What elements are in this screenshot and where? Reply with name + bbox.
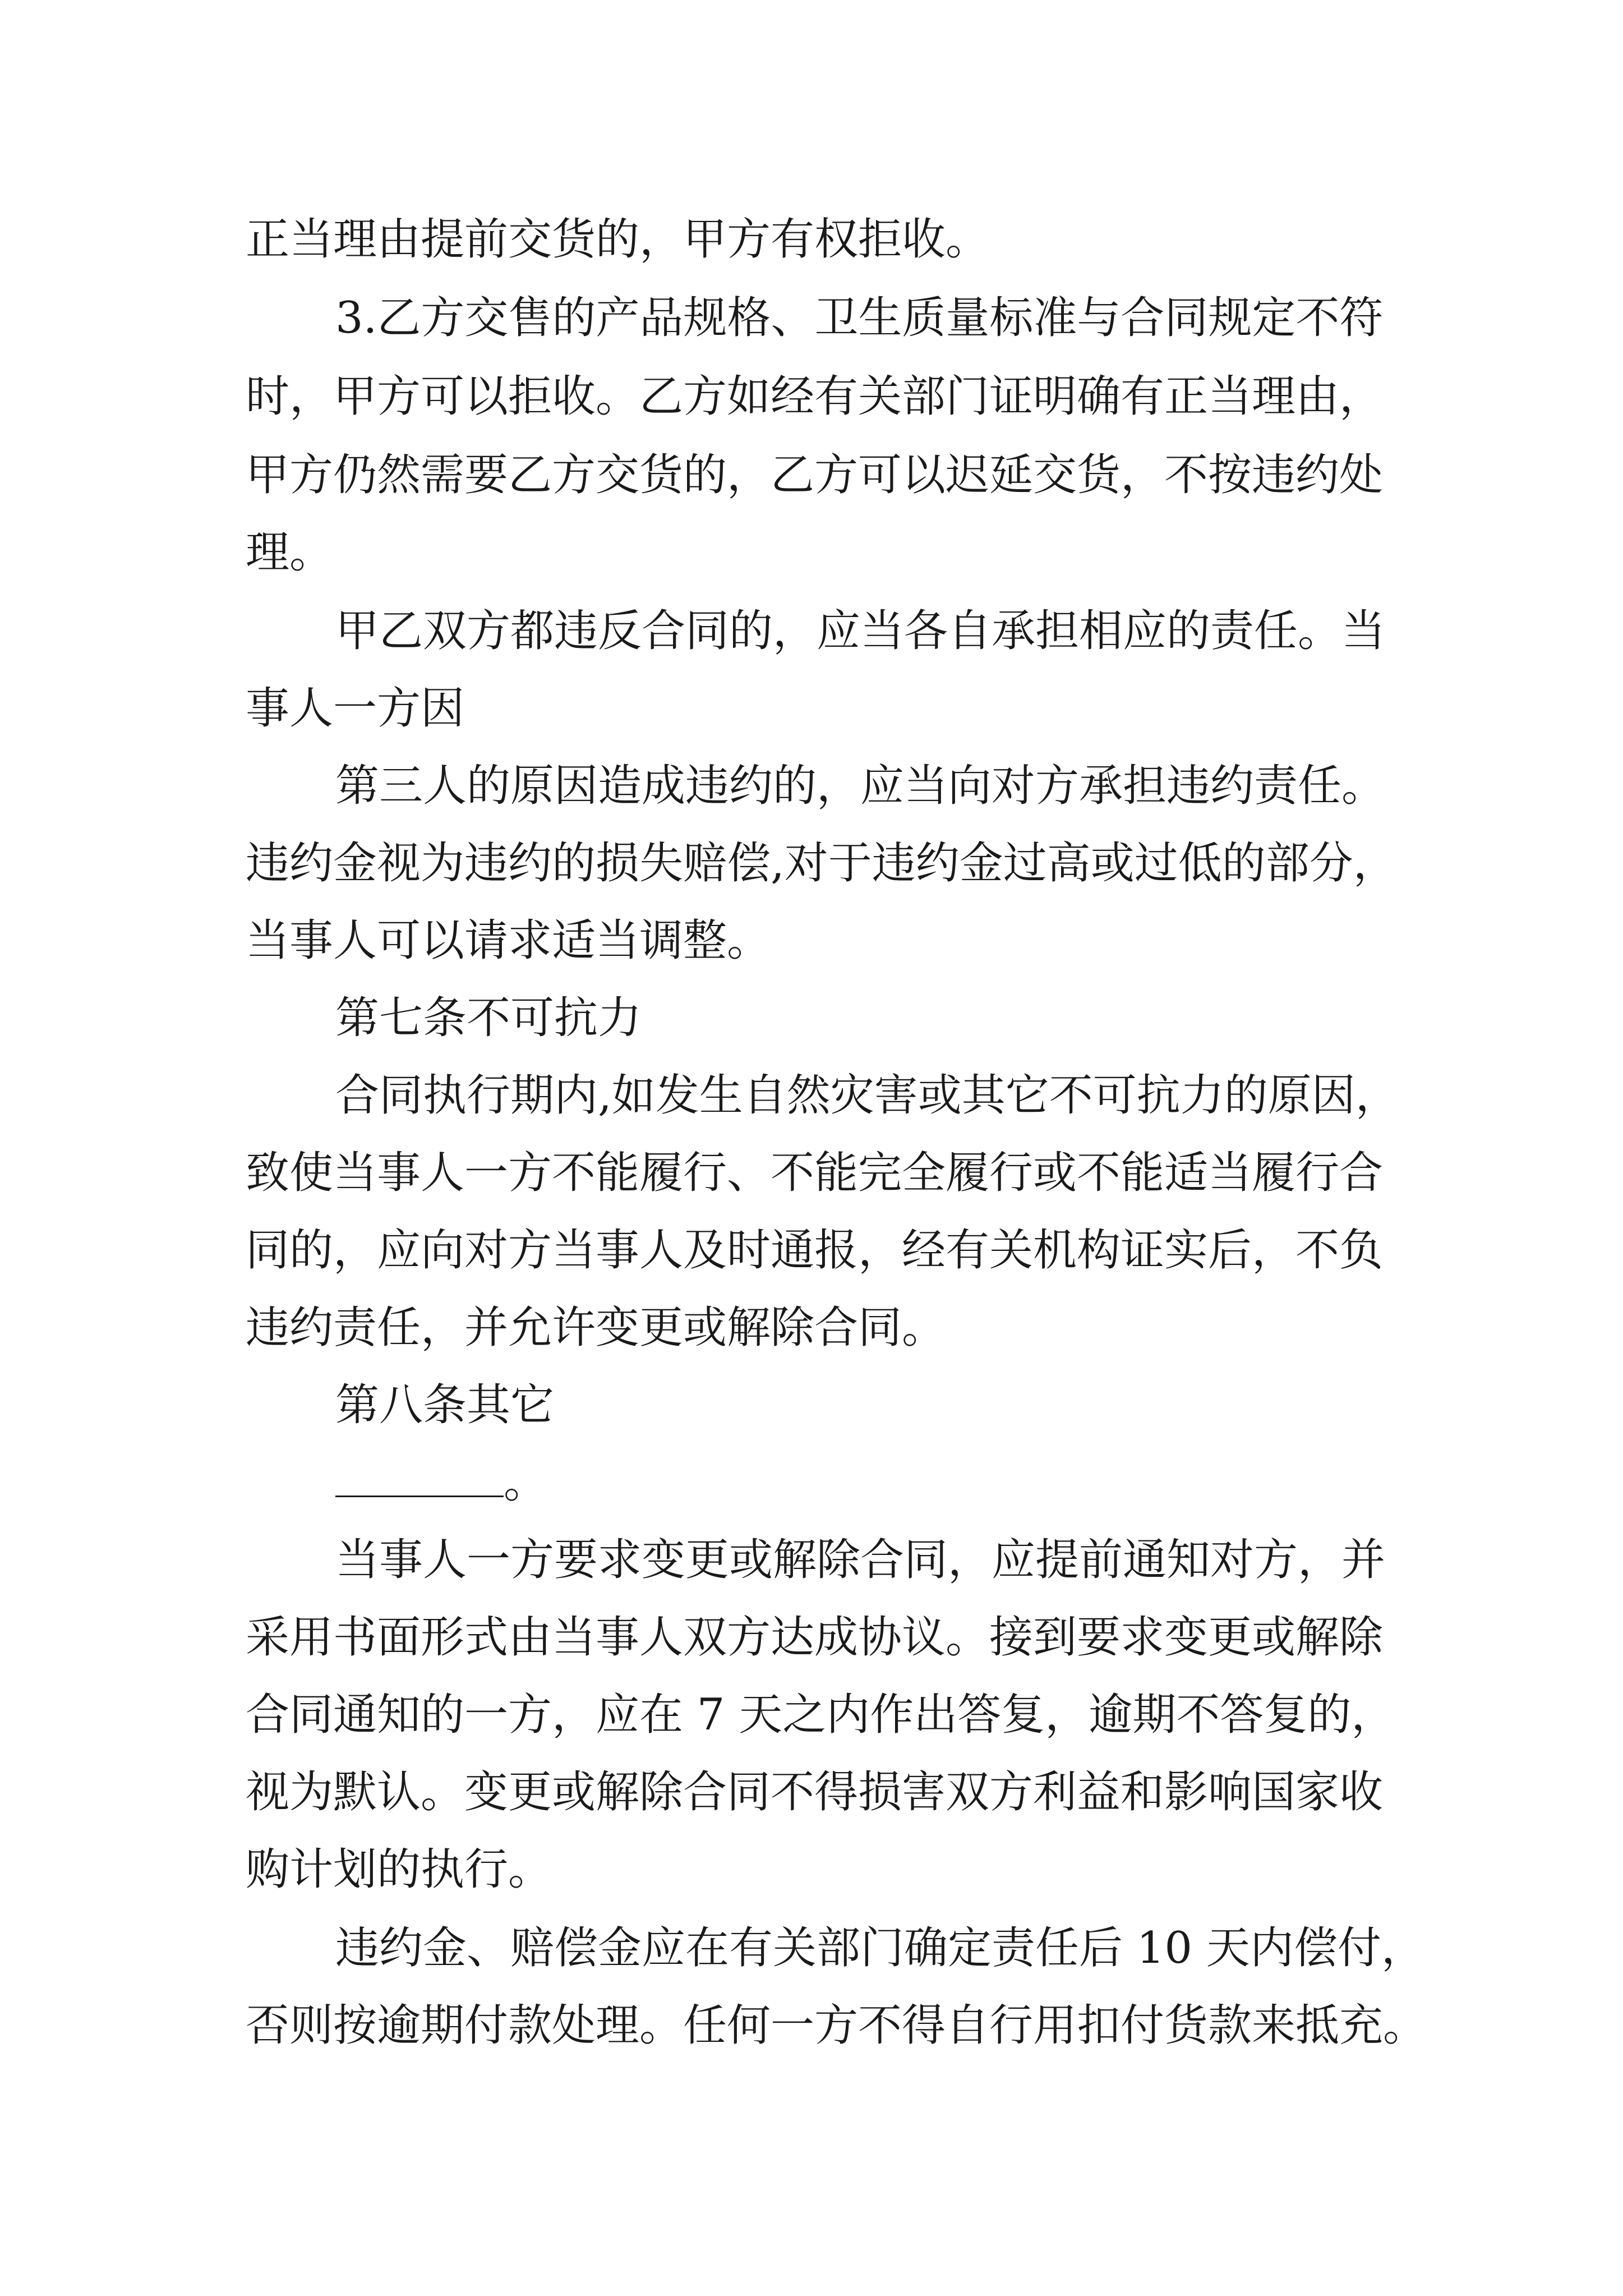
text-line: 第三人的原因造成违约的，应当向对方承担违约责任。 <box>335 761 1386 811</box>
text-line: 事人一方因 <box>246 683 465 734</box>
text-line: 同的，应向对方当事人及时通报，经有关机构证实后，不负 <box>246 1225 1384 1276</box>
text-line: 违约金视为违约的损失赔偿,对于违约金过高或过低的部分， <box>246 838 1397 889</box>
text-line: 合同通知的一方，应在 7 天之内作出答复，逾期不答复的， <box>246 1690 1395 1740</box>
text-line: 否则按逾期付款处理。任何一方不得自行用扣付货款来抵充。 <box>246 2000 1427 2051</box>
section-heading: 第八条其它 <box>335 1380 555 1430</box>
text-line: 违约金、赔偿金应在有关部门确定责任后 10 天内偿付， <box>335 1923 1425 1973</box>
text-line: 视为默认。变更或解除合同不得损害双方利益和影响国家收 <box>246 1767 1384 1818</box>
text-line: 甲乙双方都违反合同的，应当各自承担相应的责任。当 <box>335 606 1386 656</box>
blank-fill-line <box>335 1457 548 1508</box>
blank-period: 。 <box>504 1457 548 1508</box>
text-line: 3.乙方交售的产品规格、卫生质量标准与合同规定不符 <box>335 293 1384 343</box>
text-line: 采用书面形式由当事人双方达成协议。接到要求变更或解除 <box>246 1612 1384 1663</box>
section-heading: 第七条不可抗力 <box>335 993 642 1043</box>
text-line: 致使当事人一方不能履行、不能完全履行或不能适当履行合 <box>246 1148 1384 1198</box>
text-line: 当事人一方要求变更或解除合同，应提前通知对方，并 <box>335 1535 1386 1585</box>
text-line: 合同执行期内,如发生自然灾害或其它不可抗力的原因， <box>335 1070 1399 1121</box>
blank-underline <box>335 1462 504 1497</box>
text-line: 正当理由提前交货的，甲方有权拒收。 <box>246 214 990 265</box>
text-line: 甲方仍然需要乙方交货的，乙方可以迟延交货，不按违约处 <box>246 450 1384 500</box>
text-line: 时，甲方可以拒收。乙方如经有关部门证明确有正当理由， <box>246 371 1384 422</box>
text-line: 当事人可以请求适当调整。 <box>246 915 771 966</box>
text-line: 购计划的执行。 <box>246 1844 552 1895</box>
text-line: 理。 <box>246 527 334 578</box>
text-line: 违约责任，并允许变更或解除合同。 <box>246 1303 946 1353</box>
